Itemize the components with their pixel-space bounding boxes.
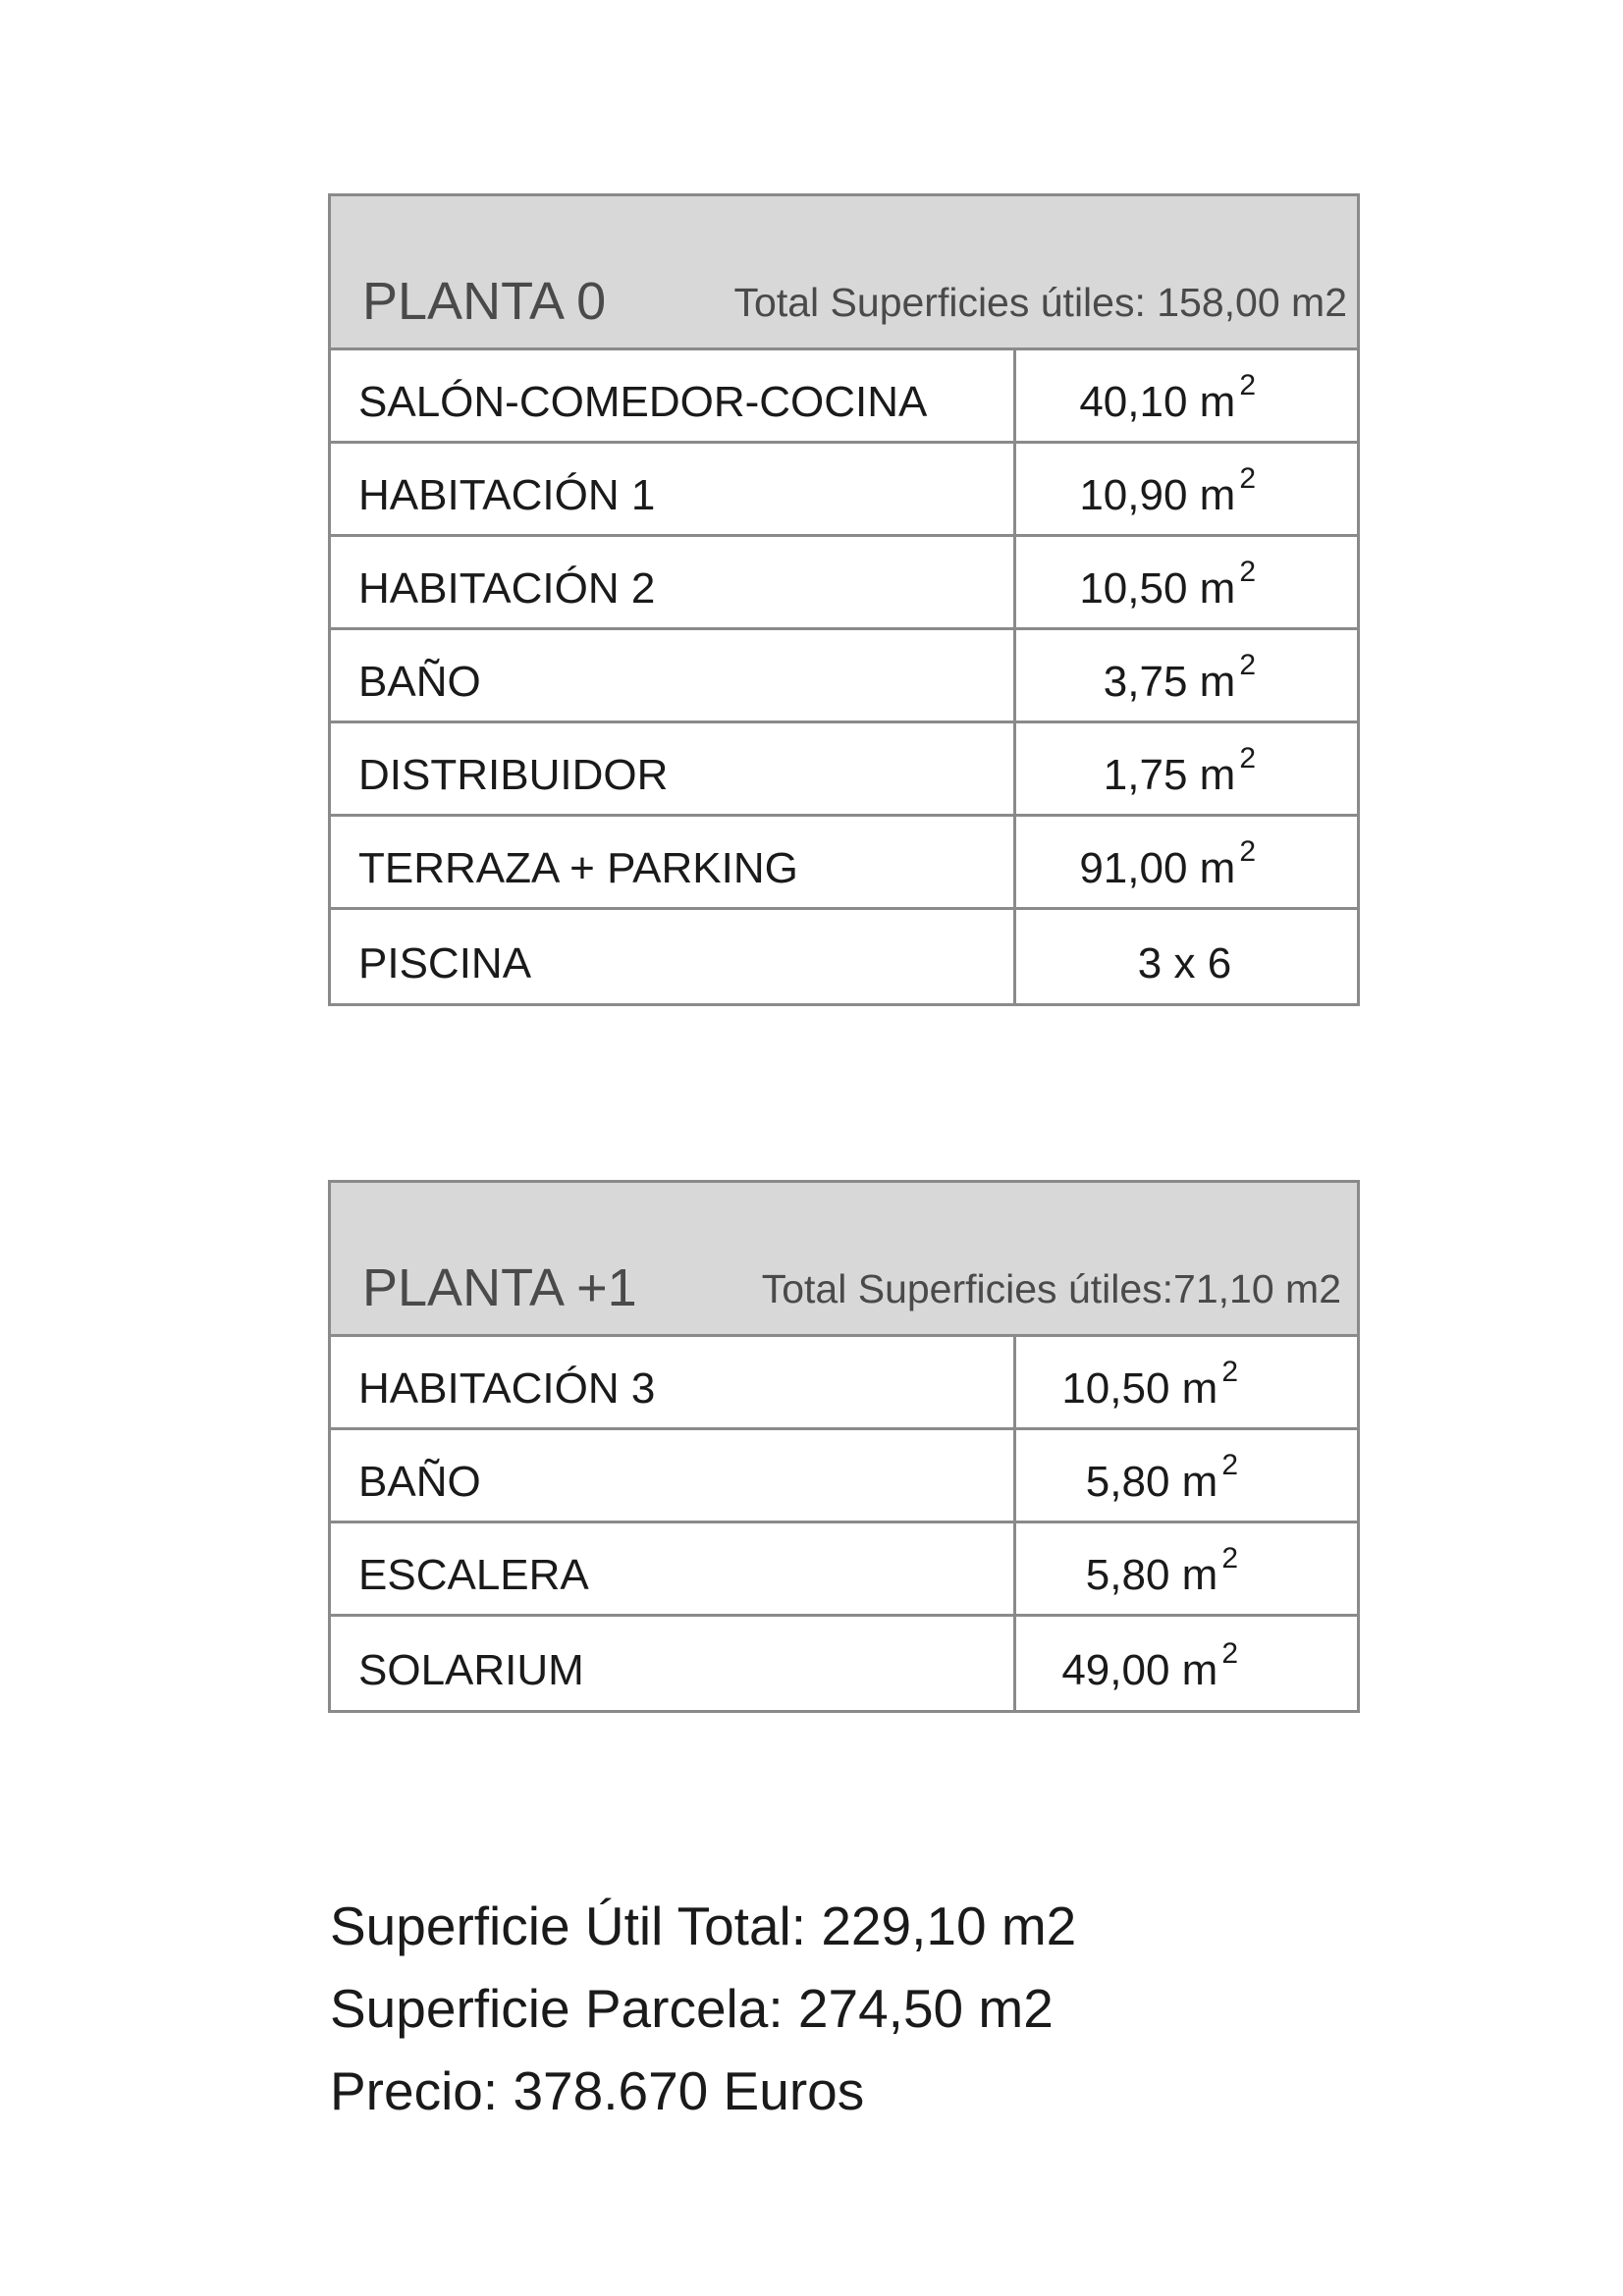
table-row	[331, 1337, 1357, 1430]
room-area: 10,50 m	[1061, 1364, 1218, 1413]
room-name: HABITACIÓN 1	[331, 444, 1016, 534]
table-row	[331, 537, 1357, 630]
room-area-cell	[1016, 1523, 1357, 1614]
floor-title: PLANTA 0	[362, 272, 607, 331]
room-area: 10,90 m	[1079, 471, 1236, 519]
room-area-cell	[1016, 444, 1357, 534]
room-name: ESCALERA	[331, 1523, 1016, 1614]
room-area-cell	[1016, 1337, 1357, 1427]
room-area: 1,75 m	[1103, 751, 1236, 799]
table-row	[331, 350, 1357, 444]
room-area-cell	[1016, 1430, 1357, 1521]
table-row	[331, 817, 1357, 910]
room-area-cell	[1016, 817, 1357, 907]
floor-title: PLANTA +1	[362, 1258, 637, 1317]
room-area: 3,75 m	[1103, 658, 1236, 706]
unit-exponent: 2	[1221, 1356, 1238, 1388]
room-area-cell	[1016, 537, 1357, 627]
room-area: 40,10 m	[1079, 378, 1236, 426]
table-row	[331, 444, 1357, 537]
floor-table-planta-0	[328, 193, 1360, 1006]
floor-table-planta-1	[328, 1180, 1360, 1713]
floor-header	[331, 1183, 1357, 1337]
room-area-cell	[1016, 1617, 1357, 1710]
floor-total-area: Total Superficies útiles:71,10 m2	[761, 1266, 1341, 1311]
room-area: 5,80 m	[1085, 1551, 1218, 1599]
price: Precio: 378.670 Euros	[330, 2060, 865, 2121]
room-area-cell	[1016, 910, 1357, 1003]
room-name: HABITACIÓN 2	[331, 537, 1016, 627]
room-name: SALÓN-COMEDOR-COCINA	[331, 350, 1016, 441]
room-area: 49,00 m	[1061, 1645, 1218, 1694]
useful-area-total: Superficie Útil Total: 229,10 m2	[330, 1896, 1077, 1956]
unit-exponent: 2	[1239, 462, 1256, 495]
table-row	[331, 1617, 1357, 1710]
unit-exponent: 2	[1239, 369, 1256, 401]
room-area: 3 x 6	[1137, 938, 1232, 988]
unit-exponent: 2	[1221, 1542, 1238, 1575]
room-name: DISTRIBUIDOR	[331, 723, 1016, 814]
room-area-cell	[1016, 350, 1357, 441]
room-area-cell	[1016, 630, 1357, 721]
room-area: 5,80 m	[1085, 1458, 1218, 1506]
table-row	[331, 1523, 1357, 1617]
room-name: SOLARIUM	[331, 1617, 1016, 1710]
room-name: PISCINA	[331, 910, 1016, 1003]
table-row	[331, 910, 1357, 1003]
table-row	[331, 1430, 1357, 1523]
unit-exponent: 2	[1239, 556, 1256, 588]
room-area: 91,00 m	[1079, 844, 1236, 892]
room-name: HABITACIÓN 3	[331, 1337, 1016, 1427]
table-row	[331, 723, 1357, 817]
property-summary	[330, 1885, 1076, 2132]
plot-area: Superficie Parcela: 274,50 m2	[330, 1978, 1054, 2039]
room-area: 10,50 m	[1079, 564, 1236, 613]
floor-header	[331, 196, 1357, 350]
unit-exponent: 2	[1239, 835, 1256, 868]
unit-exponent: 2	[1221, 1449, 1238, 1481]
room-name: TERRAZA + PARKING	[331, 817, 1016, 907]
room-name: BAÑO	[331, 1430, 1016, 1521]
table-row	[331, 630, 1357, 723]
unit-exponent: 2	[1239, 649, 1256, 681]
unit-exponent: 2	[1239, 742, 1256, 774]
unit-exponent: 2	[1221, 1636, 1238, 1670]
room-name: BAÑO	[331, 630, 1016, 721]
room-area-cell	[1016, 723, 1357, 814]
floor-total-area: Total Superficies útiles: 158,00 m2	[733, 280, 1347, 325]
